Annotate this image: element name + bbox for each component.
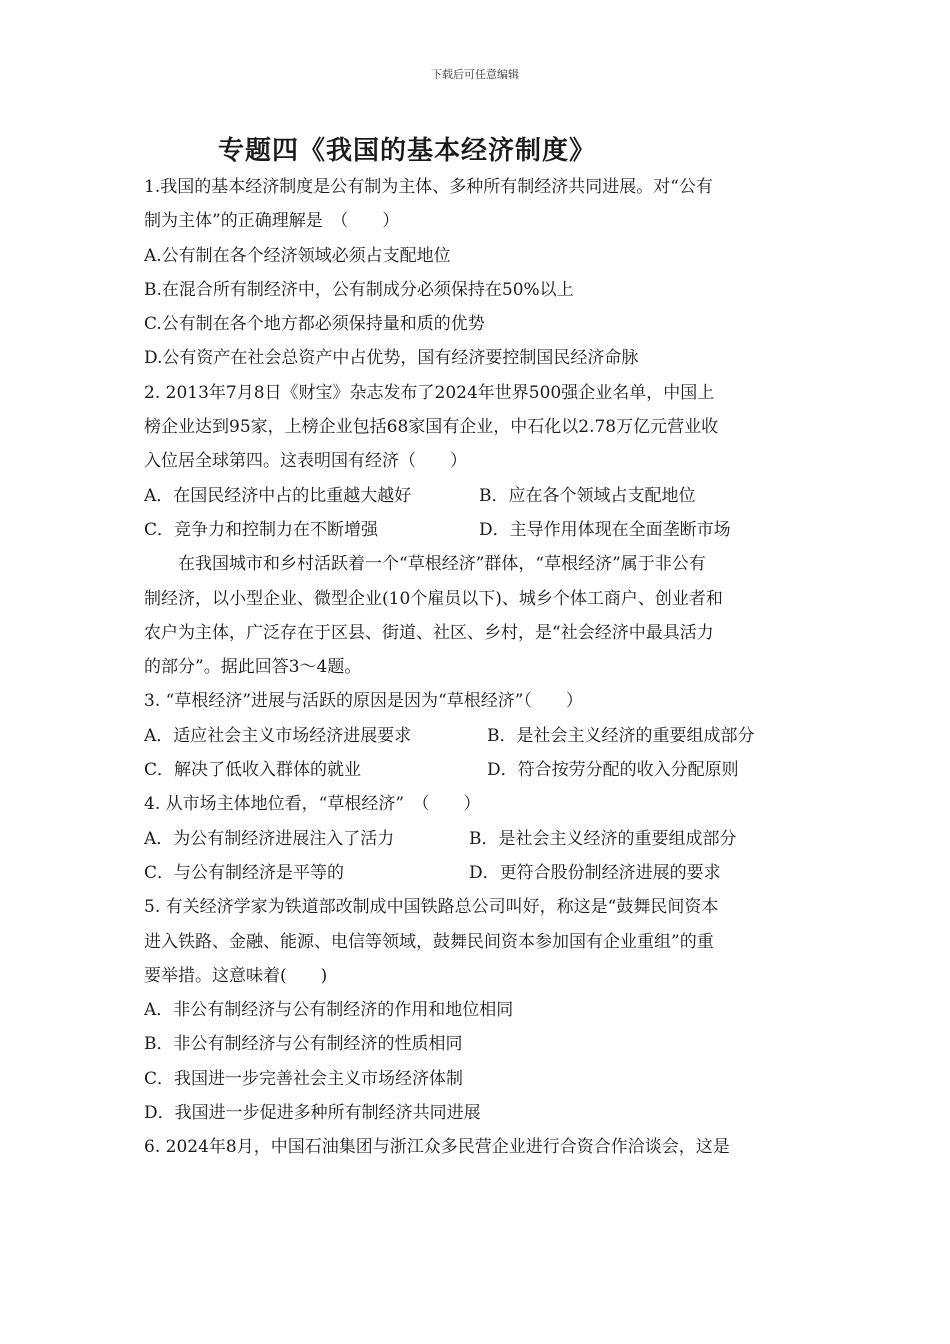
question-2-options-row-1 (144, 479, 810, 513)
question-1-option-a: A.公有制在各个经济领域必须占支配地位 (144, 245, 451, 266)
question-3-option-d: D．符合按劳分配的收入分配原则 (487, 760, 739, 781)
question-1-option-b: B.在混合所有制经济中，公有制成分必须保持在50%以上 (144, 279, 574, 300)
question-4-option-b: B．是社会主义经济的重要组成部分 (469, 828, 737, 849)
question-4-options-row-2 (144, 856, 810, 890)
question-3-option-a: A．适应社会主义市场经济进展要求 (144, 725, 412, 746)
question-3-option-c: C．解决了低收入群体的就业 (144, 760, 362, 781)
question-2-options-row-2 (144, 513, 810, 547)
question-5-option-b: B．非公有制经济与公有制经济的性质相同 (144, 1034, 463, 1055)
question-1-option-c: C.公有制在各个地方都必须保持量和质的优势 (144, 314, 485, 335)
question-2-line-3: 入位居全球第四。这表明国有经济（ ） (144, 451, 467, 472)
question-1-option-d: D.公有资产在社会总资产中占优势，国有经济要控制国民经济命脉 (144, 348, 639, 369)
question-5-line-2: 进入铁路、金融、能源、电信等领域，鼓舞民间资本参加国有企业重组”的重 (144, 931, 714, 952)
question-5-line-3: 要举措。这意味着( ) (144, 965, 328, 986)
question-2-option-a: A．在国民经济中占的比重越大越好 (144, 485, 412, 506)
question-5-line-1: 5. 有关经济学家为铁道部改制成中国铁路总公司叫好，称这是“鼓舞民间资本 (144, 897, 719, 918)
passage-line-3: 农户为主体，广泛存在于区县、街道、社区、乡村，是“社会经济中最具活力 (144, 622, 714, 643)
question-3-option-b: B．是社会主义经济的重要组成部分 (487, 725, 755, 746)
question-4-line-1: 4. 从市场主体地位看，“草根经济” （ ） (144, 794, 481, 815)
question-3-line-1: 3. “草根经济”进展与活跃的原因是因为“草根经济”（ ） (144, 691, 583, 712)
question-3-options-row-1 (144, 719, 810, 753)
question-4-options-row-1 (144, 822, 810, 856)
question-3-options-row-2 (144, 753, 810, 787)
question-5-option-c: C．我国进一步完善社会主义市场经济体制 (144, 1068, 464, 1089)
question-2-option-d: D．主导作用体现在全面垄断市场 (479, 519, 731, 540)
question-4-option-d: D．更符合股份制经济进展的要求 (469, 862, 721, 883)
passage-line-2: 制经济，以小型企业、微型企业(10个雇员以下)、城乡个体工商户、创业者和 (144, 588, 723, 609)
question-1-line-1: 1.我国的基本经济制度是公有制为主体、多种所有制经济共同进展。对“公有 (144, 177, 713, 197)
question-2-option-c: C．竞争力和控制力在不断增强 (144, 519, 379, 540)
header-note: 下载后可任意编辑 (431, 68, 519, 81)
question-1-line-2: 制为主体”的正确理解是 （ ） (144, 211, 400, 232)
question-4-option-a: A．为公有制经济进展注入了活力 (144, 828, 395, 849)
question-2-line-1: 2. 2013年7月8日《财宝》杂志发布了2024年世界500强企业名单，中国上 (144, 382, 715, 403)
passage-line-4: 的部分”。据此回答3～4题。 (144, 657, 362, 678)
question-2-line-2: 榜企业达到95家，上榜企业包括68家国有企业，中石化以2.78万亿元营业收 (144, 417, 719, 438)
question-6-line-1: 6. 2024年8月，中国石油集团与浙江众多民营企业进行合资合作洽谈会，这是 (144, 1137, 730, 1158)
passage-line-1: 在我国城市和乡村活跃着一个“草根经济”群体，“草根经济”属于非公有 (178, 554, 706, 575)
page-title: 专题四《我国的基本经济制度》 (218, 136, 597, 166)
question-2-option-b: B．应在各个领域占支配地位 (479, 485, 696, 506)
question-5-option-d: D．我国进一步促进多种所有制经济共同进展 (144, 1103, 481, 1124)
question-5-option-a: A．非公有制经济与公有制经济的作用和地位相同 (144, 1000, 514, 1021)
document-body (144, 170, 810, 1165)
question-4-option-c: C．与公有制经济是平等的 (144, 862, 345, 883)
